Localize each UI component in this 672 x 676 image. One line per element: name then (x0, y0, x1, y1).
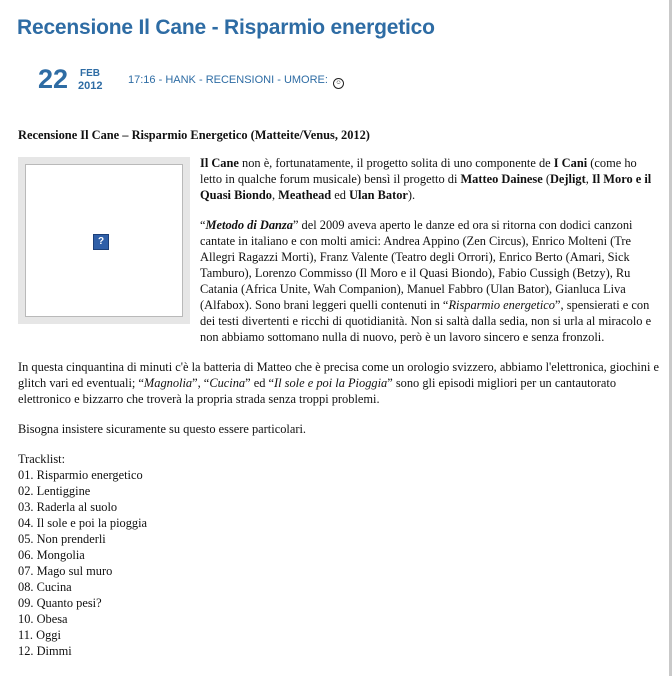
paragraph-intro: Il Cane non è, fortunatamente, il progetto solita di uno componente de I Cani (come ho letto in qualche forum musicale) bensì il progetto di Matteo Dainese (Dejligt, Il Moro e il Quasi Biondo, Meathead ed Ulan Bator). (200, 156, 652, 202)
post-time: 17:16 (128, 74, 156, 86)
track-item: 11. Oggi (18, 628, 61, 642)
track-item: 08. Cucina (18, 580, 72, 594)
paragraph-album: “Metodo di Danza” del 2009 aveva aperto le danze ed ora si ritorna con dodici canzoni cantate in italiano e con molti amici: Andrea Appino (Zen Circus), Enrico Molteni (Tre Allegri Ragazzi Morti), Franz Valente (Teatro degli Orrori), Enrico Berto (Amari, Sick Tamburo), Lorenzo Commisso (Il Moro e il Quasi Biondo), Fabio Cussigh (Betzy), Ru Catania (Africa Unite, Wah Companion), Manuel Fabbro (Ulan Bator), Gianluca Liva (Alfabox). Sono brani leggeri quelli contenuti in “Risparmio energetico”, spensierati e con dei testi divertenti e ricchi di quotidianità. Non si saltà dalla sedia, non si urla al miracolo e non abbiamo sottomano nulla di nuovo, però è un lavoro sincero e senza fronzoli. (200, 218, 652, 344)
track-item: 02. Lentiggine (18, 484, 91, 498)
category-link[interactable]: RECENSIONI (205, 74, 275, 86)
paragraph-sound: In questa cinquantina di minuti c'è la batteria di Matteo che è precisa come un orologio svizzero, abbiamo l'elettronica, giochini e glitch vari ed eventuali; “Magnolia”, “Cucina” ed “Il sole e poi la Pioggia” sono gli episodi migliori per un cantautorato elettronico e bizzarro che troverà la propria strada senza troppi problemi. (18, 360, 659, 406)
mood-label: UMORE: (283, 74, 328, 86)
track-item: 10. Obesa (18, 612, 68, 626)
post-date-month: FEB (80, 68, 100, 79)
tracklist-label: Tracklist: (18, 452, 66, 466)
track-item: 03. Raderla al suolo (18, 500, 118, 514)
track-item: 04. Il sole e poi la pioggia (18, 516, 148, 530)
review-heading: Recensione Il Cane – Risparmio Energetico (Matteite/Venus, 2012) (18, 128, 370, 142)
post-date-year: 2012 (78, 80, 103, 92)
track-item: 12. Dimmi (18, 644, 72, 658)
post-info: 17:16 - HANK - RECENSIONI - UMORE: ☺ (128, 74, 344, 89)
track-item: 01. Risparmio energetico (18, 468, 143, 482)
paragraph-closing: Bisogna insistere sicuramente su questo essere particolari. (18, 422, 306, 436)
post-date-day: 22 (38, 64, 69, 94)
image-frame (25, 164, 183, 317)
track-item: 07. Mago sul muro (18, 564, 113, 578)
smiley-face-icon: ☺ (333, 78, 344, 89)
track-item: 06. Mongolia (18, 548, 85, 562)
album-cover-image (18, 157, 190, 324)
broken-image-icon: ? (93, 234, 109, 250)
track-item: 05. Non prenderli (18, 532, 106, 546)
track-item: 09. Quanto pesi? (18, 596, 102, 610)
post-content (18, 127, 660, 659)
post-title[interactable]: Recensione Il Cane - Risparmio energetico (17, 16, 435, 39)
tracklist (18, 467, 660, 659)
author-link[interactable]: HANK (165, 74, 196, 86)
